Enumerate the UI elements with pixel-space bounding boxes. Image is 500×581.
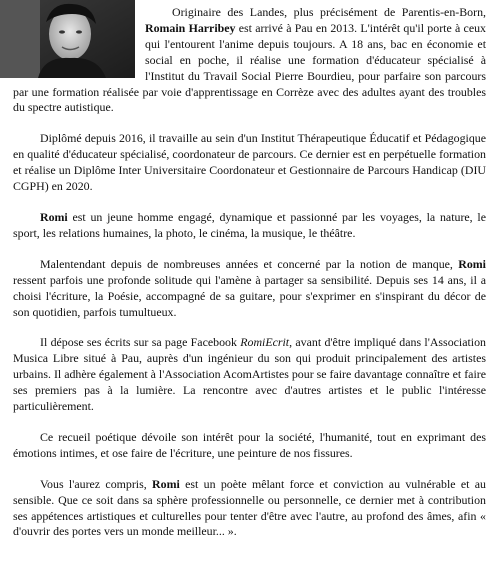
text-segment: ressent parfois une profonde solitude qui l'amène à partager sa sensibilité. Depuis ses 14 ans, il a choisi l'écriture, la Poésie, accompagné de sa guitare, pour s'exprimer en s'inspirant du décor de son quotidien, parfois tumultueux. (13, 272, 486, 319)
author-name: Romain Harribey (145, 20, 236, 35)
paragraph-writing (13, 257, 486, 321)
facebook-page-name: RomiEcrit (240, 335, 290, 350)
text-segment: Malentendant depuis de nombreuses années et concerné par la notion de manque, (40, 256, 459, 271)
paragraph-career: Diplômé depuis 2016, il travaille au sein d'un Institut Thérapeutique Éducatif et Pédagogique en qualité d'éducateur spécialisé, coordonateur de parcours. Ce dernier est en perpétuelle formation et réalise un Diplôme Inter Universitaire Coordonateur et Gestionnaire de Parcours Handicap (DIU CGPH) en 2020. (13, 131, 486, 194)
paragraph-collection: Ce recueil poétique dévoile son intérêt pour la société, l'humanité, tout en exprimant des émotions intimes, et ose faire de l'écriture, une peinture de nos fissures. (13, 429, 486, 460)
text-segment: , avant d'être impliqué dans l'Association Musica Libre situé à Pau, auprès d'un ingénieur du son qui produit principalement des artistes urbains. Il adhère également à l'Association AcomArtistes pour se faire davantage connaître et faire ses premiers pas à la lumière. La rencontre avec d'autres artistes et le public l'intéresse particulièrement. (13, 335, 486, 414)
paragraph-associations (13, 335, 486, 415)
text-segment: est arrivé à Pau en 2013. L'intérêt qu'il porte à ceux qui l'entourent l'anime depuis toujours. A 18 ans, bac en économie et social en poche, il réalise une formation d'éducateur spécialisé à l'Institut du Travail Social Pierre Bourdieu, pour parfaire son parcours par une formation réalisée par voie d'apprentissage en Corrèze avec des adultes ayant des troubles du spectre autistique. (13, 20, 486, 115)
text-segment: Il dépose ses écrits sur sa page Facebook (40, 335, 241, 350)
text-segment: Originaire des Landes, plus précisément de Parentis-en-Born, (172, 5, 486, 19)
paragraph-spacer (13, 320, 486, 335)
text-segment: est un poète mêlant force et conviction au vulnérable et au sensible. Que ce soit dans sa sphère professionnelle ou personnelle, ce dernier met à contribution ses appétences artistiques et culturelles pour tenter d'être avec l'autre, au profond des âmes, afin « d'ouvrir des portes vers un monde meilleur... ». (13, 476, 486, 539)
paragraph-spacer (13, 415, 486, 430)
paragraph-spacer (13, 242, 486, 257)
author-nickname: Romi (40, 209, 68, 224)
paragraph-spacer (13, 116, 486, 131)
author-photo (0, 0, 135, 78)
text-segment: Vous l'aurez compris, (40, 476, 153, 491)
author-nickname: Romi (152, 476, 180, 491)
paragraph-conclusion (13, 477, 486, 541)
paragraph-spacer (13, 462, 486, 477)
author-nickname: Romi (458, 256, 486, 271)
paragraph-interests (13, 210, 486, 242)
paragraph-spacer (13, 195, 486, 210)
text-segment: est un jeune homme engagé, dynamique et passionné par les voyages, la nature, le sport, les relations humaines, la photo, le cinéma, la musique, le théâtre. (13, 209, 486, 240)
